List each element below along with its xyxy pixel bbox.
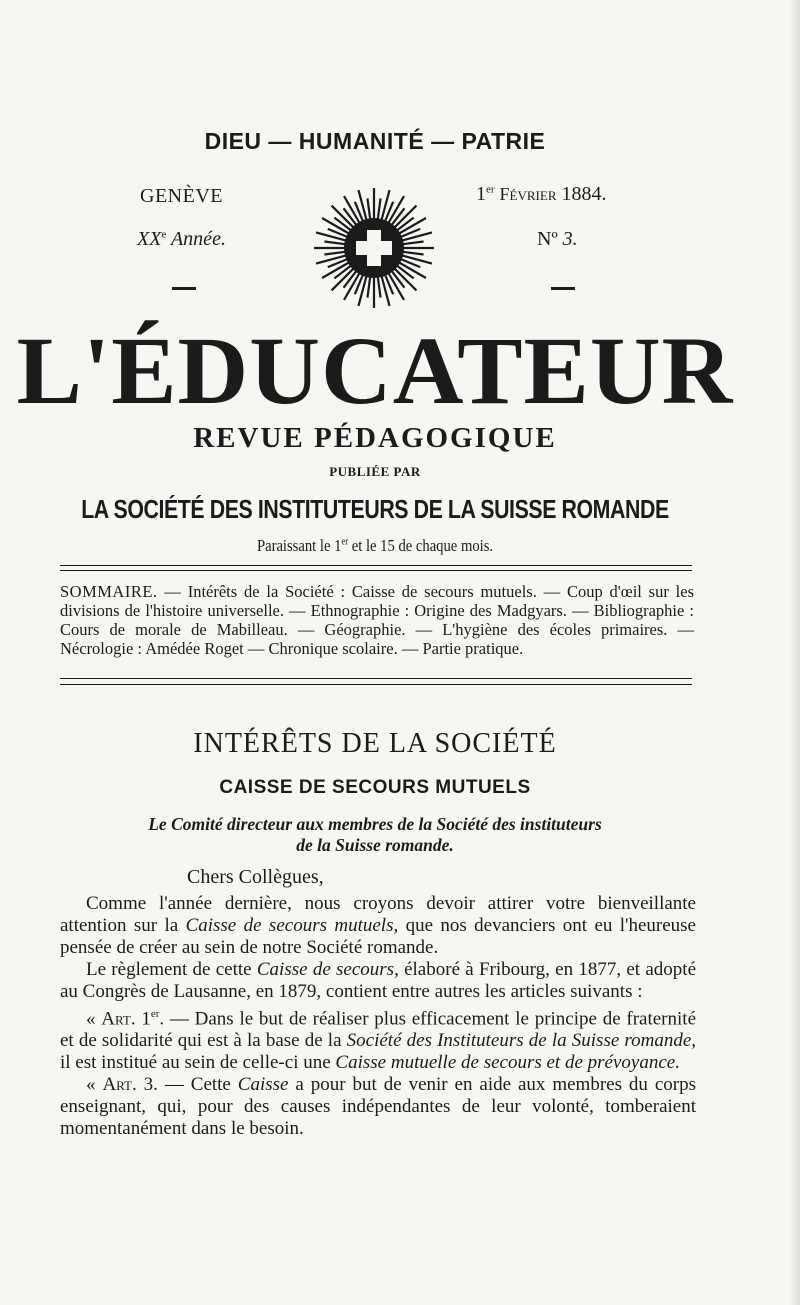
paragraph-1	[60, 893, 696, 959]
p1-text-b: que nos devanciers ont eu l'heureuse pensée de créer au sein de notre Société romande.	[60, 915, 696, 958]
sunburst-ray	[324, 252, 346, 255]
p4-text-b: a pour but de venir en aide aux membres du corps enseignant, qui, pour des causes indépendantes de leur volonté, tomberaient momentanément dans le besoin.	[60, 1074, 696, 1140]
sunburst-ray	[378, 276, 381, 298]
p3-text-b: il est institué au sein de celle-ci une	[60, 1052, 336, 1074]
p3-italic-2: Caisse mutuelle de secours et de prévoyance.	[335, 1052, 680, 1074]
page-edge-shadow	[790, 0, 800, 1305]
p1-text-a: Comme l'année dernière, nous croyons devoir attirer votre bienveillante attention sur la	[60, 893, 696, 936]
issue-date	[476, 183, 607, 206]
p3-italic-1: Société des Instituteurs de la Suisse romande,	[346, 1030, 696, 1052]
issue-number-value: 3.	[562, 228, 578, 250]
date-month: Février	[499, 184, 557, 204]
header-rule-bottom	[60, 570, 692, 571]
addressee	[0, 814, 750, 856]
p3-article-suffix: er	[150, 1008, 160, 1020]
date-day: 1	[476, 183, 486, 205]
volume-year	[137, 228, 226, 251]
volume-suffix: e	[161, 228, 167, 241]
date-day-suffix: er	[486, 183, 495, 196]
summary-label: SOMMAIRE.	[60, 582, 158, 601]
p4-quote: «	[86, 1074, 103, 1096]
paragraph-4	[60, 1074, 696, 1140]
sunburst-ray	[402, 252, 424, 255]
paragraph-3	[60, 1003, 696, 1074]
article-body	[60, 893, 696, 1140]
sunburst-ray	[367, 276, 370, 298]
addressee-line-2: de la Suisse romande.	[296, 835, 454, 855]
header-rule-top	[60, 565, 692, 566]
motto: DIEU — HUMANITÉ — PATRIE	[204, 128, 546, 154]
published-by: PUBLIÉE PAR	[329, 464, 421, 479]
left-dash-ornament	[172, 287, 196, 290]
section-title: INTÉRÊTS DE LA SOCIÉTÉ	[193, 728, 557, 759]
issue-number	[537, 228, 578, 251]
p4-text-a: — Cette	[157, 1074, 238, 1096]
society-name: LA SOCIÉTÉ DES INSTITUTEURS DE LA SUISSE ROMANDE	[81, 494, 669, 524]
p1-italic: Caisse de secours mutuels,	[185, 915, 399, 936]
p2-italic: Caisse de secours,	[256, 959, 399, 980]
p4-italic: Caisse	[237, 1074, 289, 1096]
sunburst-ray	[402, 241, 424, 244]
salutation: Chers Collègues,	[187, 866, 324, 888]
p3-article-label: Art. 1	[101, 1008, 151, 1030]
issue-prefix: Nº	[537, 228, 558, 250]
p4-article-label: Art. 3.	[102, 1074, 158, 1096]
volume-roman: XX	[137, 228, 162, 250]
summary-rule-bottom	[60, 684, 692, 685]
masthead-title: L'ÉDUCATEUR	[16, 317, 734, 424]
masthead-subtitle: REVUE PÉDAGOGIQUE	[193, 422, 557, 454]
p3-text-a: . — Dans le but de réaliser plus efficacement le principe de fraternité et de solidarité qui est à la base de la	[60, 1008, 697, 1052]
sunburst-ray	[367, 198, 370, 220]
city: GENÈVE	[140, 185, 223, 207]
publication-frequency	[53, 536, 698, 556]
addressee-line-1: Le Comité directeur aux membres de la Société des instituteurs	[148, 814, 602, 834]
frequency-suffix: er	[341, 536, 349, 548]
summary	[60, 582, 694, 658]
date-year: 1884.	[561, 183, 607, 205]
frequency-part-a: Paraissant le 1	[256, 536, 342, 555]
p2-text-b: élaboré à Fribourg, en 1877, et adopté au Congrès de Lausanne, en 1879, contient entre autres les articles suivants :	[60, 959, 696, 1002]
summary-text: — Intérêts de la Société : Caisse de secours mutuels. — Coup d'œil sur les divisions de l'histoire universelle. — Ethnographie : Origine des Madgyars. — Bibliographie : Cours de morale de Mabilleau. — Géographie. — L'hygiène des écoles primaires. — Nécrologie : Amédée Roget — Chronique scolaire. — Partie pratique.	[60, 582, 694, 658]
sunburst-ray	[324, 241, 346, 244]
summary-rule-top	[60, 678, 692, 679]
p3-quote: «	[86, 1008, 102, 1030]
swiss-cross-sunburst-icon	[312, 186, 436, 310]
right-dash-ornament	[551, 287, 575, 290]
frequency-part-b: et le 15 de chaque mois.	[348, 536, 494, 555]
sunburst-ray	[378, 198, 381, 220]
volume-word: Année.	[170, 228, 226, 250]
p2-text-a: Le règlement de cette	[86, 959, 257, 980]
paragraph-2	[60, 959, 696, 1003]
section-subtitle: CAISSE DE SECOURS MUTUELS	[219, 777, 531, 798]
